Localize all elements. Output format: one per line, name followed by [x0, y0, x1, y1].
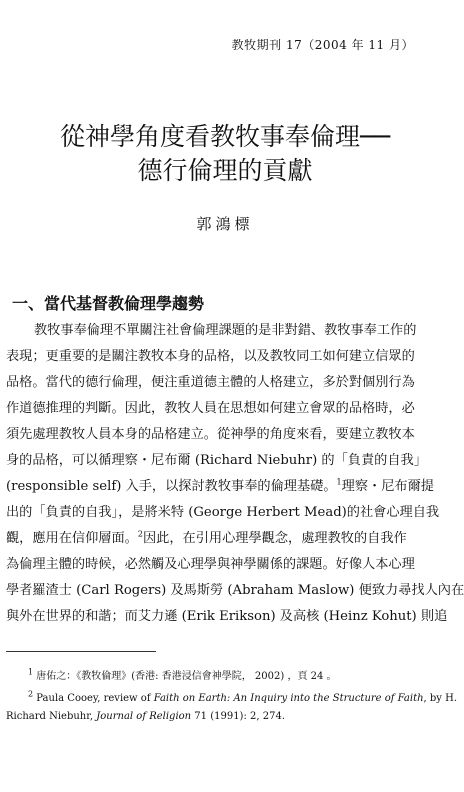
footnote-2-line-2 [6, 708, 424, 726]
footnote-2-pre: Paula Cooey, review of [36, 693, 154, 704]
footnote-2-book-title: Faith on Earth: An Inquiry into the Structure of Faith [153, 693, 424, 704]
section-heading: 一、當代基督教倫理學趨勢 [12, 294, 205, 313]
running-head: 教牧期刊 17（2004 年 11 月） [231, 38, 414, 52]
footnote-2-mark: 2 [28, 689, 34, 699]
footnote-2 [6, 689, 458, 708]
body-text-span: 理察・尼布爾提 [341, 479, 434, 494]
footnote-2-journal: Journal of Religion [96, 711, 192, 722]
footnote-marker-1[interactable]: 1 [336, 477, 342, 487]
footnote-1-mark: 1 [28, 667, 34, 677]
article-title [0, 120, 450, 188]
footnote-2-mid: , by H. [423, 693, 458, 704]
footnote-2-author: Richard Niebuhr, [6, 711, 97, 722]
footnote-divider [6, 651, 156, 652]
body-text-span: 觀，應用在信仰層面。 [6, 531, 138, 546]
body-text-span: (responsible self) 入手，以探討教牧事奉的倫理基礎。 [6, 479, 337, 494]
body-line [6, 474, 434, 500]
footnote-1-text: 唐佑之：《教牧倫理》(香港: 香港浸信會神學院， 2002) ，頁 24 。 [36, 671, 337, 682]
body-line: 學者羅渣士 (Carl Rogers) 及馬斯勞 (Abraham Maslow) 便致力尋找人內在 [6, 583, 464, 598]
body-line: 表現；更重要的是關注教牧本身的品格，以及教牧同工如何建立信眾的 [6, 349, 415, 364]
body-line [6, 526, 424, 552]
body-line: 與外在世界的和諧；而艾力遜 (Erik Erikson) 及高核 (Heinz Kohut) 則追 [6, 609, 448, 624]
footnotes [6, 667, 458, 726]
body-line: 作道德推理的判斷。因此，教牧人員在思想如何建立會眾的品格時，必 [6, 401, 415, 416]
footnote-2-citation: 71 (1991): 2, 274. [191, 711, 285, 722]
footnote-marker-2[interactable]: 2 [137, 529, 143, 539]
footnote-1 [6, 668, 424, 686]
body-line: 出的「負責的自我」，是將米特 (George Herbert Mead)的社會心理自我 [6, 505, 440, 520]
title-line-1: 從神學角度看教牧事奉倫理── [59, 122, 391, 151]
author-name: 郭鴻標 [196, 215, 254, 233]
body-line: 身的品格，可以循理察・尼布爾 (Richard Niebuhr) 的「負責的自我」 [6, 453, 427, 468]
body-line: 須先處理教牧人員本身的品格建立。從神學的角度來看，要建立教牧本 [6, 427, 415, 442]
body-text-span: 因此，在引用心理學觀念，處理教牧的自我作 [142, 531, 407, 546]
title-line-2: 德行倫理的貢獻 [137, 156, 313, 185]
body-line: 教牧事奉倫理不單關注社會倫理課題的是非對錯、教牧事奉工作的 [34, 323, 417, 338]
body-line: 為倫理主體的時候，必然觸及心理學與神學關係的課題。好像人本心理 [6, 557, 415, 572]
body-line: 品格。當代的德行倫理，便注重道德主體的人格建立，多於對個別行為 [6, 375, 415, 390]
body-text [6, 318, 464, 630]
